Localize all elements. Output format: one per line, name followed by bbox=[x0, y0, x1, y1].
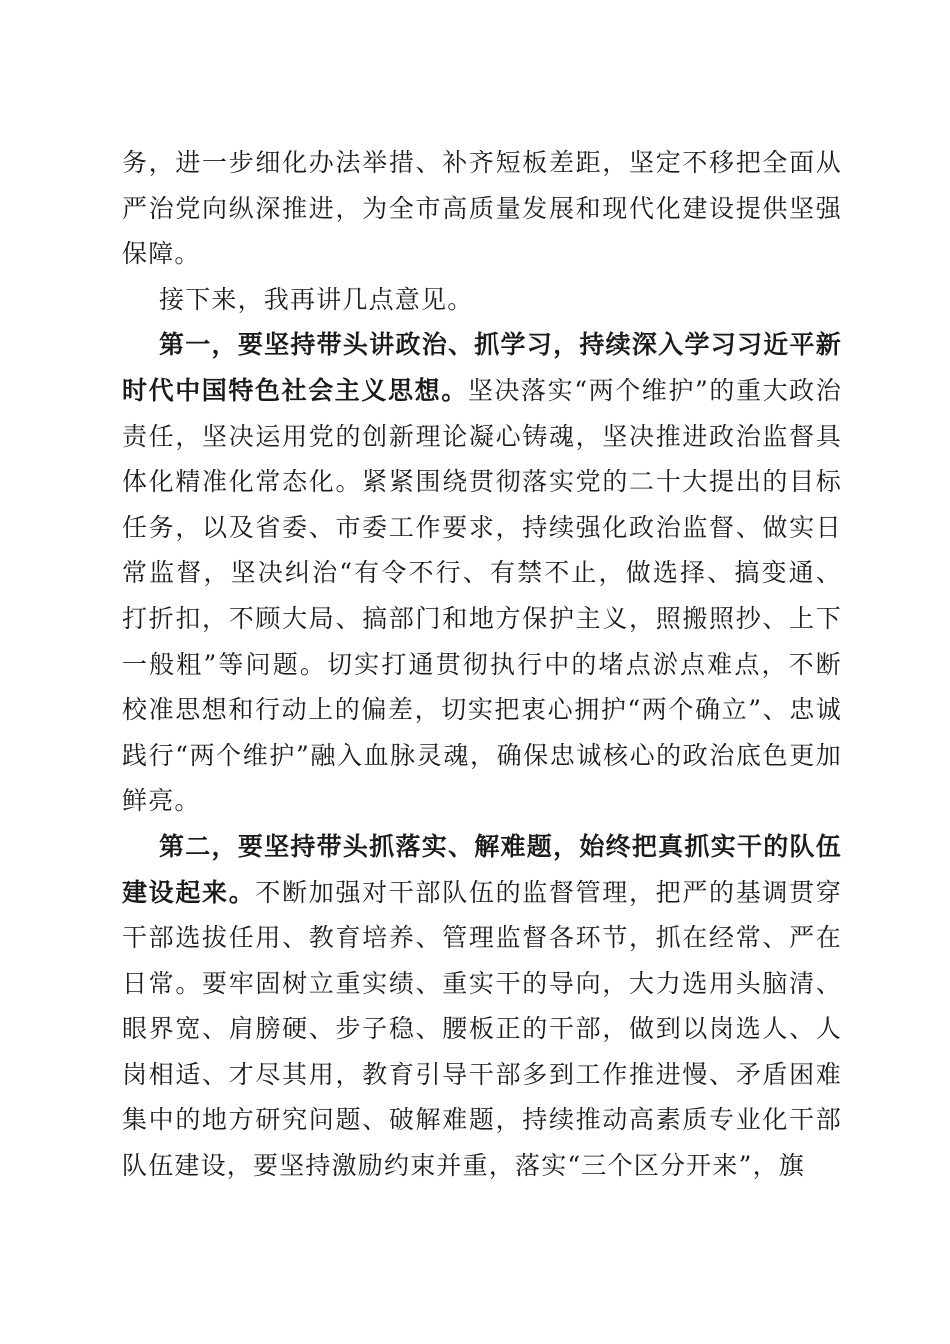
paragraph-lead: 第一，要坚持带头讲政治、抓学习，持续深入学习习近平新时代中国特色社会主义思想。 bbox=[122, 330, 842, 405]
document-body bbox=[122, 140, 842, 1189]
paragraph-point-two bbox=[122, 824, 842, 1189]
paragraph-point-one bbox=[122, 322, 842, 824]
paragraph-body: 接下来，我再讲几点意见。 bbox=[159, 284, 474, 314]
paragraph-body: 务，进一步细化办法举措、补齐短板差距，坚定不移把全面从严治党向纵深推进，为全市高质量发展和现代化建设提供坚强保障。 bbox=[122, 148, 842, 269]
paragraph-lead: 第二，要坚持带头抓落实、解难题，始终把真抓实干的队伍建设起来。 bbox=[122, 831, 842, 907]
paragraph-intro bbox=[122, 277, 842, 323]
paragraph-continuation bbox=[122, 140, 842, 277]
paragraph-body: 不断加强对干部队伍的监督管理，把严的基调贯穿干部选拔任用、教育培养、管理监督各环节，抓在经常、严在日常。要牢固树立重实绩、重实干的导向，大力选用头脑清、眼界宽、肩膀硬、步子稳、腰板正的干部，做到以岗选人、人岗相适、才尽其用，教育引导干部多到工作推进慢、矛盾困难集中的地方研究问题、破解难题，持续推动高素质专业化干部队伍建设，要坚持激励约束并重，落实“三个区分开来”，旗 bbox=[122, 877, 842, 1181]
paragraph-body: 坚决落实“两个维护”的重大政治责任，坚决运用党的创新理论凝心铸魂，坚决推进政治监督具体化精准化常态化。紧紧围绕贯彻落实党的二十大提出的目标任务，以及省委、市委工作要求，持续强化政治监督、做实日常监督，坚决纠治“有令不行、有禁不止，做选择、搞变通、打折扣，不顾大局、搞部门和地方保护主义，照搬照抄、上下一般粗”等问题。切实打通贯彻执行中的堵点淤点难点，不断校准思想和行动上的偏差，切实把衷心拥护“两个确立”、忠诚践行“两个维护”融入血脉灵魂，确保忠诚核心的政治底色更加鲜亮。 bbox=[122, 375, 842, 816]
